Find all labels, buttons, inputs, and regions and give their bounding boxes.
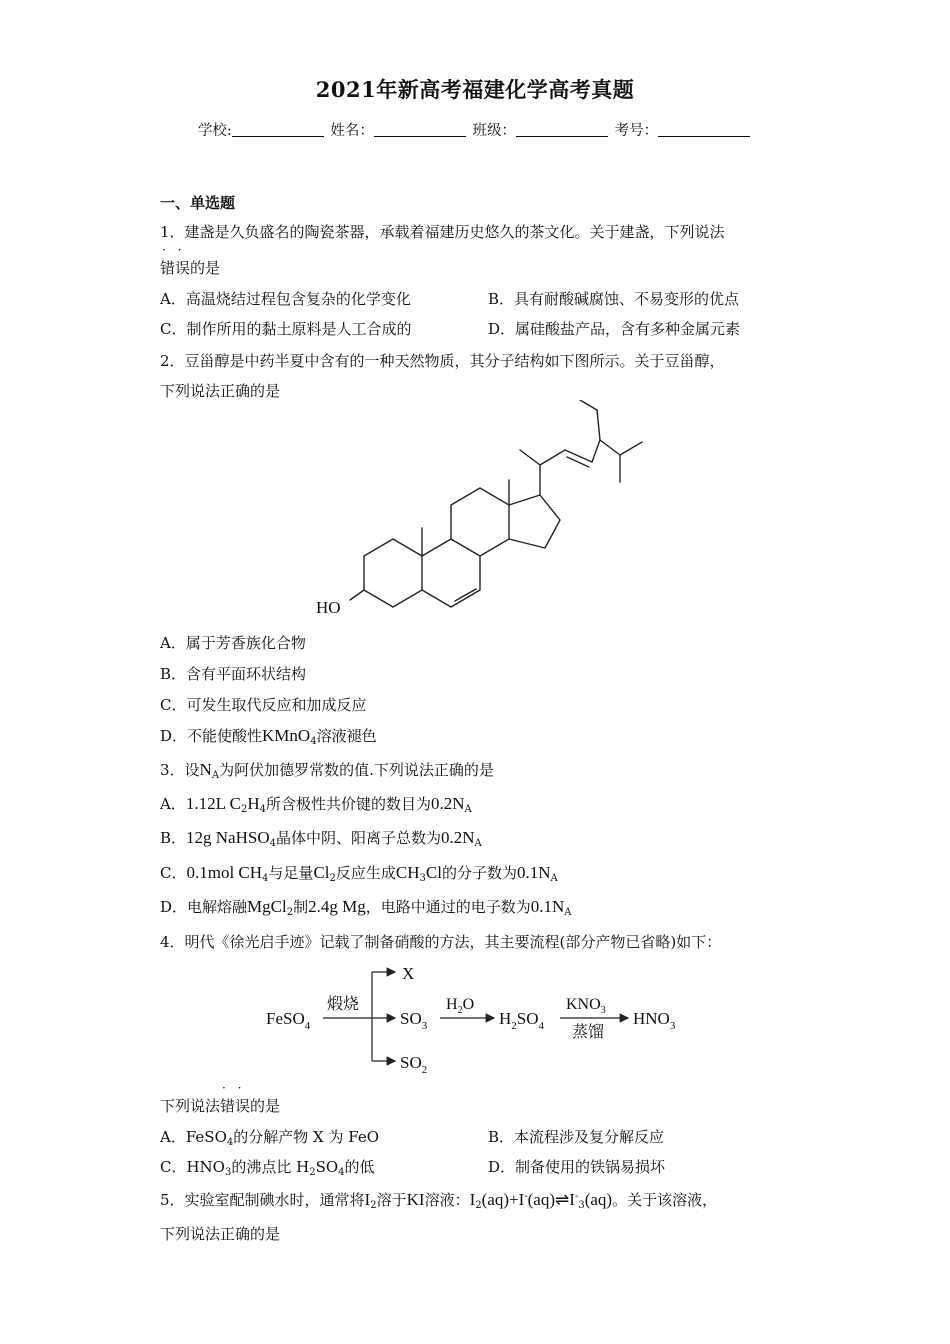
q4-option-b[interactable]: B．本流程涉及复分解反应 [488,1128,665,1146]
q5-stem-line2: 下列说法正确的是 [160,1225,281,1243]
h2so4-label: $H_2SO_4$ [499,1009,545,1032]
q4-option-c[interactable]: C．$HNO_3$的沸点比 $H_2SO_4$的低 [160,1158,375,1178]
exam-no-label: 考号： [614,123,659,139]
class-blank[interactable] [516,136,608,137]
q1-option-c[interactable]: C．制作所用的黏土原料是人工合成的 [160,320,412,338]
q3-option-c[interactable]: C．0.1mol $CH_4$与足量$Cl_2$反应生成$CH_3Cl$的分子数为$0.1N_A$ [160,863,558,884]
q5-stem-line1: 5．实验室配制碘水时，通常将$I_2$溶于KI溶液：$I_2(aq)+I^-(aq)\rightleftharpoons I^-_3(aq)$。关于该溶液， [160,1190,718,1211]
stigmasterol-structure-figure [0,400,950,630]
kno3-label: $KNO_3$ [566,996,606,1016]
q1-stem-line2: · · 错误的是 [160,257,220,278]
name-blank[interactable] [374,136,466,137]
q4-question-line: 下列说法· · 错误的是 [160,1095,280,1116]
q1-emphasis: · · 错误 [160,257,190,278]
hno3-label: $HNO_3$ [633,1009,676,1032]
calcination-label: 煅烧 [327,994,360,1013]
school-label: 学校: [197,123,232,139]
q2-option-a[interactable]: A．属于芳香族化合物 [160,634,306,652]
hydroxyl-label: HO [316,598,341,617]
q2-option-b[interactable]: B．含有平面环状结构 [160,665,307,683]
so2-label: $SO_2$ [400,1053,428,1076]
name-label: 姓名： [330,123,374,139]
feso4-label: FeSO$_4$ [266,1009,311,1032]
q3-option-d[interactable]: D．电解熔融MgCl$_2$制2.4g Mg，电路中通过的电子数为$0.1N_A$ [160,897,572,918]
student-info-line [0,119,950,140]
q2-option-d[interactable]: D．不能使酸性KMnO$_4$溶液褪色 [160,726,377,747]
q1-option-a[interactable]: A．高温烧结过程包含复杂的化学变化 [160,290,411,308]
nitric-acid-flow-diagram [0,958,950,1078]
q4-option-d[interactable]: D．制备使用的铁锅易损坏 [488,1158,666,1176]
water-label: $H_2O$ [446,996,475,1016]
section-heading: 一、单选题 [160,194,236,212]
q2-stem-line2: 下列说法正确的是 [160,382,281,400]
class-label: 班级： [472,123,516,139]
q1-option-b[interactable]: B．具有耐酸碱腐蚀、不易变形的优点 [488,290,740,308]
q1-option-d[interactable]: D．属硅酸盐产品，含有多种金属元素 [488,320,741,338]
q1-stem-line1: 1．建盏是久负盛名的陶瓷茶器，承载着福建历史悠久的茶文化。关于建盏，下列说法 [160,223,725,241]
q2-option-c[interactable]: C．可发生取代反应和加成反应 [160,696,367,714]
distillation-label: 蒸馏 [572,1022,605,1041]
so3-label: $SO_3$ [400,1009,428,1032]
q3-option-b[interactable]: B．12g NaHSO$_4$晶体中阴、阳离子总数为$0.2N_A$ [160,828,482,849]
school-blank[interactable] [232,136,324,137]
q3-option-a[interactable]: A．1.12L $C_2H_4$所含极性共价键的数目为$0.2N_A$ [160,794,472,815]
page-title: 2021年新高考福建化学高考真题 [315,77,635,102]
q4-emphasis: · · 错误 [220,1095,250,1116]
q2-stem-line1: 2．豆甾醇是中药半夏中含有的一种天然物质，其分子结构如下图所示。关于豆甾醇， [160,352,725,370]
q4-option-a[interactable]: A．FeSO$_4$的分解产物 X 为 FeO [160,1128,379,1148]
exam-no-blank[interactable] [658,136,750,137]
x-product-label: X [402,964,415,983]
q4-stem: 4．明代《徐光启手迹》记载了制备硝酸的方法，其主要流程(部分产物已省略)如下： [160,933,722,951]
q3-stem: 3．设$N_A$为阿伏加德罗常数的值.下列说法正确的是 [160,760,494,781]
